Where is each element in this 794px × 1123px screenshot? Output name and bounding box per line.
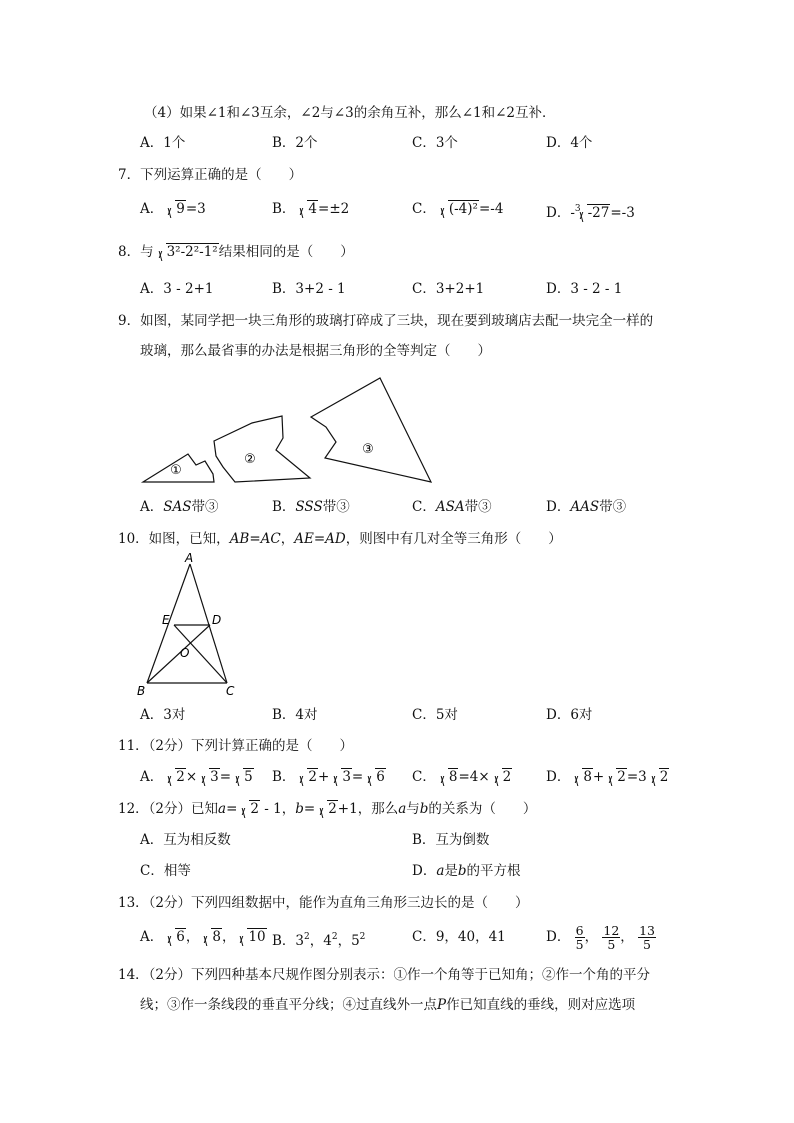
- q9-option-a: A．SAS带③: [140, 499, 219, 515]
- q6-stem: （4）如果∠1和∠3互余，∠2与∠3的余角互补，那么∠1和∠2互补．: [144, 105, 556, 121]
- fraction-13-5: $\frac{13}{5}$: [639, 923, 655, 952]
- q14-stem-line2: 线；③作一条线段的垂直平分线；④过直线外一点P作已知直线的垂线，则对应选项: [140, 997, 636, 1013]
- point-label-o: O: [180, 646, 190, 660]
- q11-option-a: A． 2× 3= 5: [140, 769, 253, 785]
- q12-option-d: D．a是b的平方根: [412, 863, 521, 879]
- q7-option-a: A． 9=3: [140, 201, 206, 217]
- point-label-e: E: [162, 613, 170, 627]
- q13-option-a: A． 6， 8， 10: [140, 929, 266, 945]
- q8-stem: 8．与 3²-2²-1²结果相同的是（ ）: [118, 244, 354, 260]
- fraction-12-5: $\frac{12}{5}$: [603, 923, 620, 952]
- q10-option-b: B．4对: [272, 707, 318, 723]
- glass-piece-2: [214, 416, 310, 482]
- point-label-c: C: [226, 684, 235, 698]
- q7-stem: 7．下列运算正确的是（ ）: [118, 167, 303, 183]
- q9-stem-line2: 玻璃，那么最省事的办法是根据三角形的全等判定（ ）: [140, 343, 491, 359]
- q7-option-d: D．-$^3$ -27=-3: [546, 204, 635, 221]
- q8-option-b: B．3+2 - 1: [272, 281, 346, 297]
- point-label-d: D: [212, 613, 222, 627]
- point-label-a: A: [185, 551, 194, 565]
- q8-option-d: D．3 - 2 - 1: [546, 281, 623, 297]
- segment-ac: [190, 564, 227, 683]
- q8-option-a: A．3 - 2+1: [140, 281, 214, 297]
- q12-option-b: B．互为倒数: [412, 832, 490, 848]
- q9-option-b: B．SSS带③: [272, 499, 350, 515]
- q6-option-c: C．3个: [412, 135, 458, 151]
- glass-piece-2-label: ②: [244, 452, 256, 467]
- q6-option-d: D．4个: [546, 135, 593, 151]
- q9-option-d: D．AAS带③: [546, 499, 627, 515]
- q11-option-c: C． 8=4× 2: [412, 769, 512, 785]
- q13-option-b: B．$3^2$，$4^2$，$5^2$: [272, 932, 366, 949]
- q10-stem: 10．如图，已知，AB=AC，AE=AD，则图中有几对全等三角形（ ）: [118, 531, 562, 547]
- q13-stem: 13．（2分）下列四组数据中，能作为直角三角形三边长的是（ ）: [118, 895, 529, 911]
- q9-stem-line1: 9．如图，某同学把一块三角形的玻璃打碎成了三块，现在要到玻璃店去配一块完全一样的: [118, 313, 654, 329]
- q9-broken-glass-figure: [130, 370, 450, 488]
- q10-option-c: C．5对: [412, 707, 458, 723]
- glass-piece-3: [311, 378, 431, 482]
- point-label-b: B: [137, 684, 146, 698]
- q13-option-d: D． $\frac{6}{5}$ ， $\frac{12}{5}$ ， $\frac{13}{5}$: [546, 923, 655, 952]
- q11-option-d: D． 8+ 2=3 2: [546, 769, 669, 785]
- q7-option-b: B． 4=±2: [272, 201, 350, 217]
- q10-option-a: A．3对: [140, 707, 186, 723]
- q12-option-c: C．相等: [140, 863, 191, 879]
- q11-stem: 11．（2分）下列计算正确的是（ ）: [118, 738, 354, 754]
- q6-option-b: B．2个: [272, 135, 318, 151]
- q8-option-c: C．3+2+1: [412, 281, 485, 297]
- q14-stem-line1: 14．（2分）下列四种基本尺规作图分别表示：①作一个角等于已知角；②作一个角的平分: [118, 967, 651, 983]
- q12-option-a: A．互为相反数: [140, 832, 231, 848]
- q6-option-a: A．1个: [140, 135, 186, 151]
- q11-option-b: B． 2+ 3= 6: [272, 769, 385, 785]
- q9-option-c: C．ASA带③: [412, 499, 492, 515]
- fraction-6-5: $\frac{6}{5}$: [575, 923, 584, 952]
- q13-option-c: C．9，40，41: [412, 929, 506, 945]
- q12-stem: 12．（2分）已知a= 2 - 1，b= 2+1，那么a与b的关系为（ ）: [118, 801, 537, 817]
- q10-triangle-figure: [130, 550, 250, 698]
- glass-piece-3-label: ③: [362, 442, 374, 457]
- q7-option-c: C． (-4)²=-4: [412, 201, 504, 217]
- q10-option-d: D．6对: [546, 707, 593, 723]
- glass-piece-1-label: ①: [170, 463, 182, 478]
